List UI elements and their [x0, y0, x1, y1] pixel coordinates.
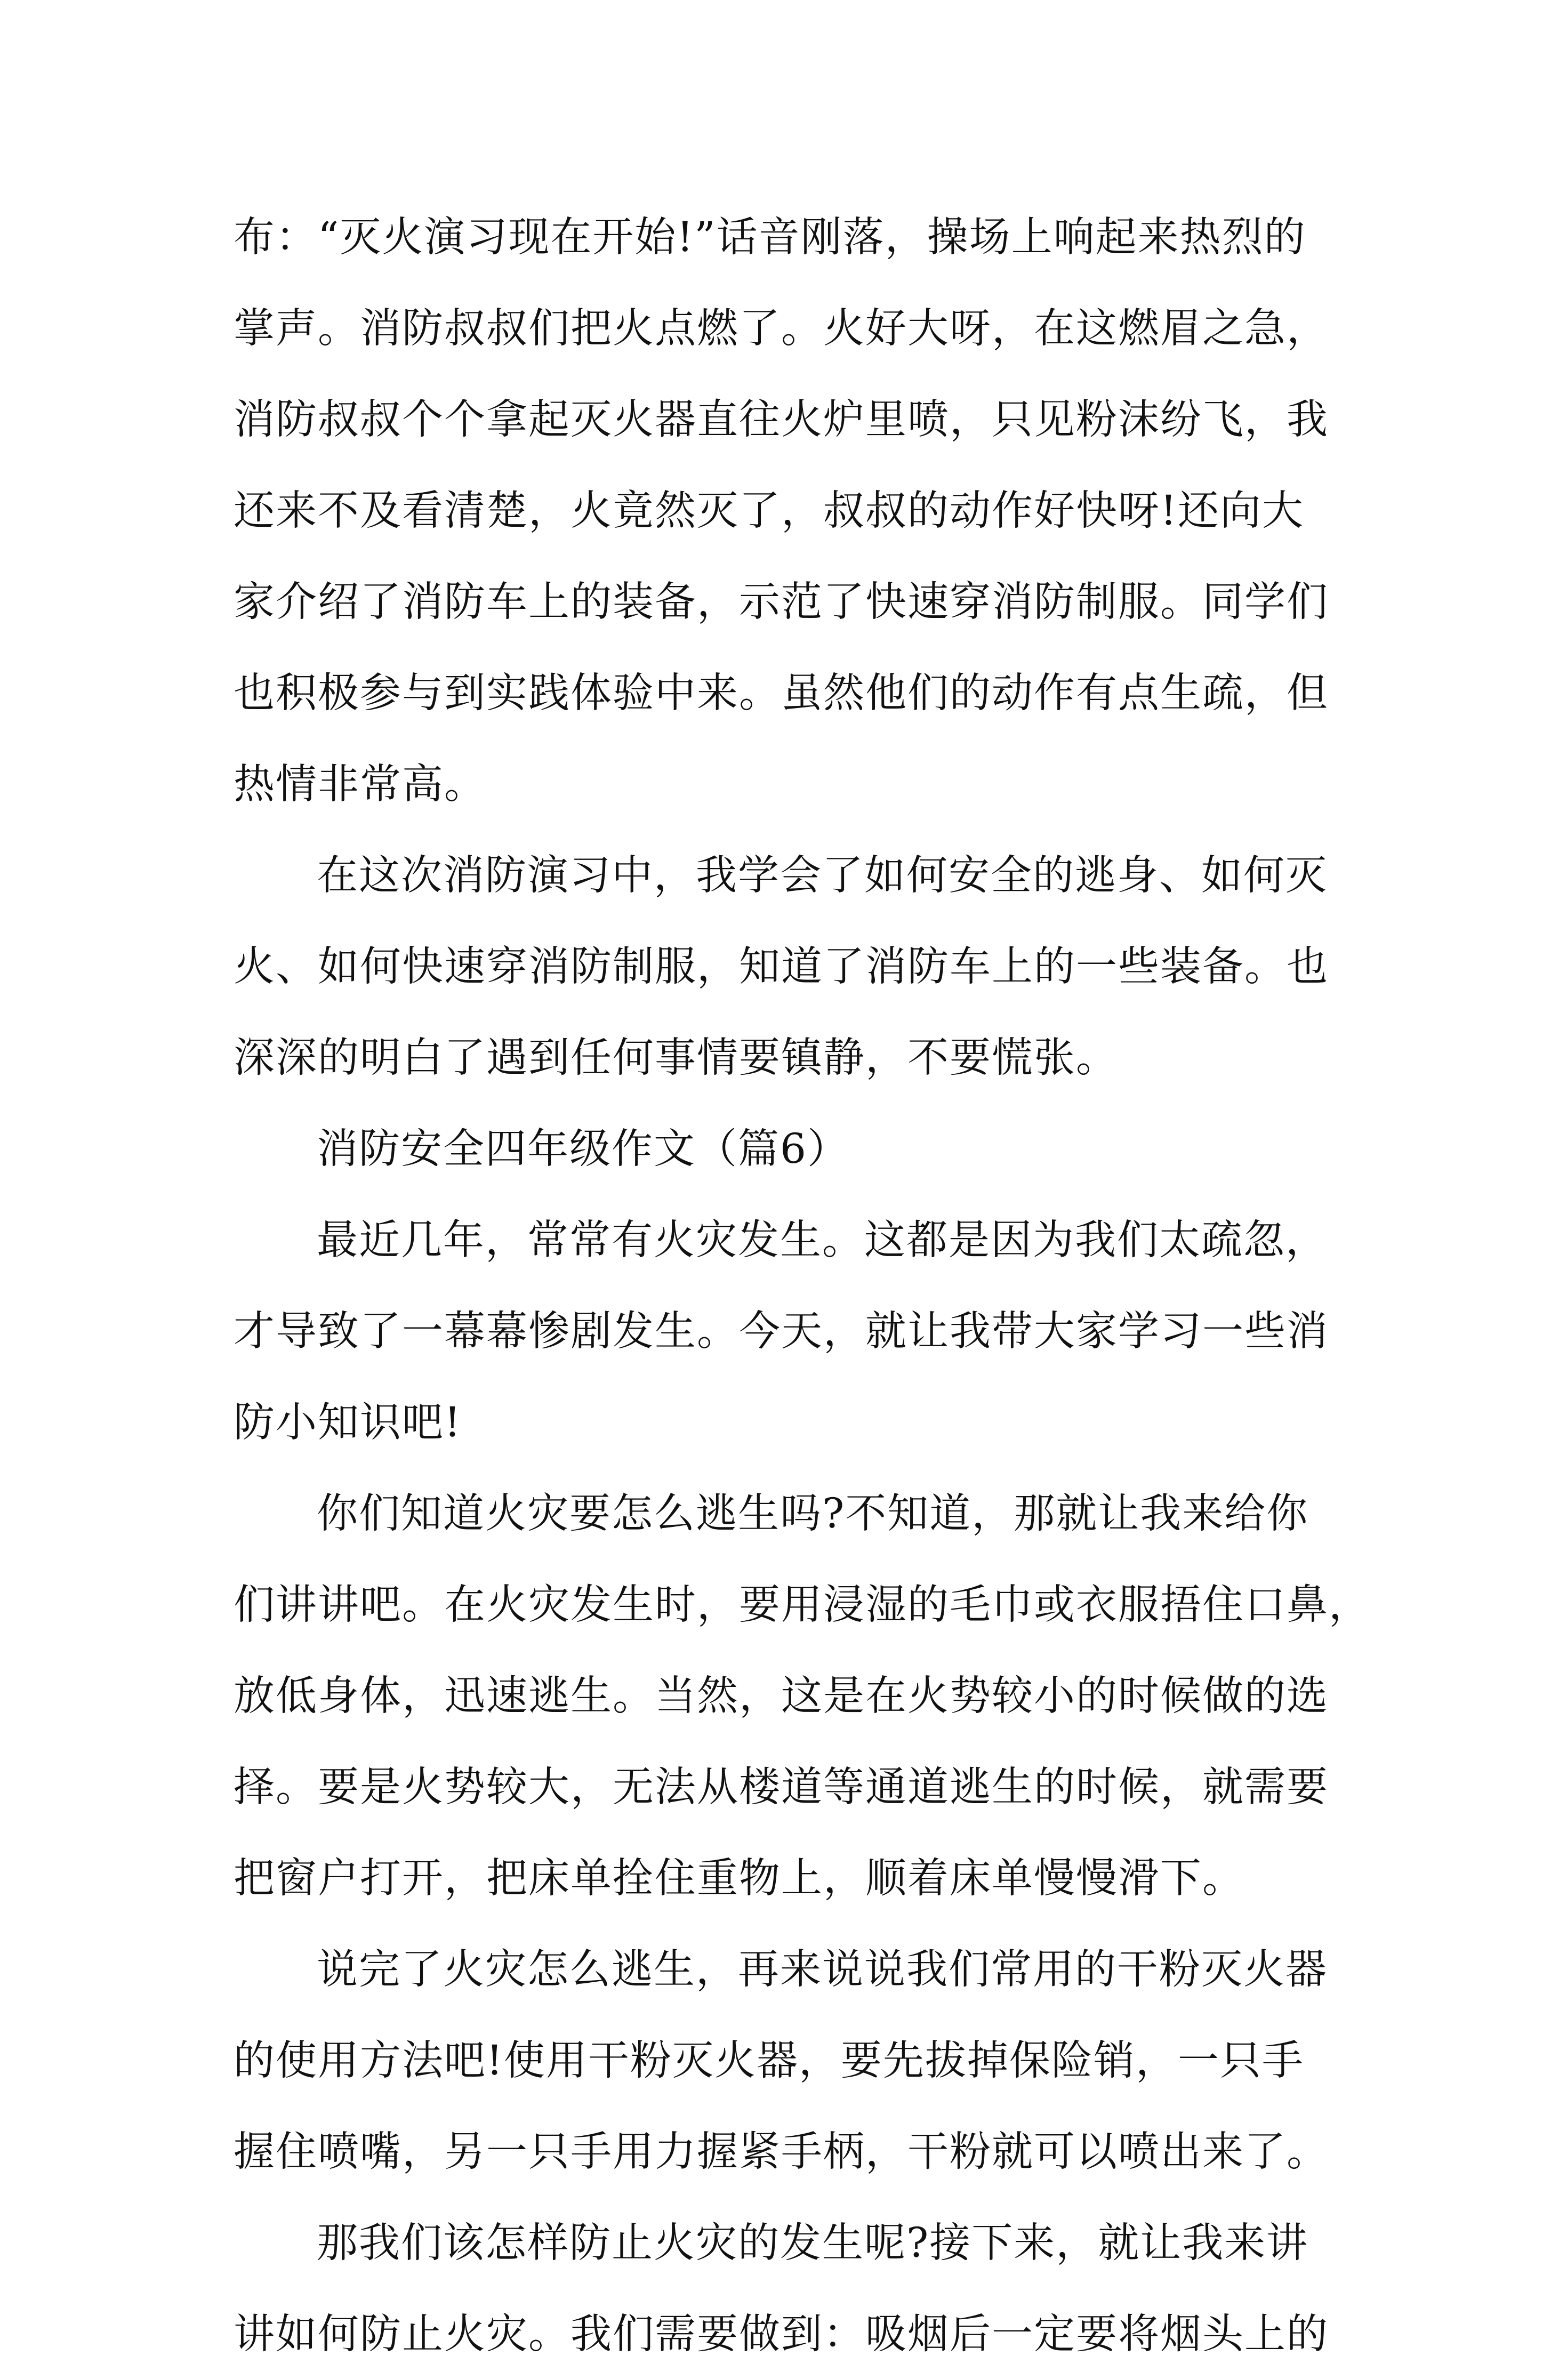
text-line: 还来不及看清楚，火竟然灭了，叔叔的动作好快呀!还向大: [234, 487, 1304, 535]
essay-body: [234, 192, 1371, 2380]
text-line: 握住喷嘴，另一只手用力握紧手柄，干粉就可以喷出来了。: [234, 2128, 1329, 2176]
text-line: 最近几年，常常有火灾发生。这都是因为我们太疏忽，: [317, 1217, 1328, 1264]
text-line: 们讲讲吧。在火灾发生时，要用浸湿的毛巾或衣服捂住口鼻，: [234, 1581, 1371, 1629]
text-line: 放低身体，迅速逃生。当然，这是在火势较小的时候做的选: [234, 1673, 1329, 1720]
text-line: 在这次消防演习中，我学会了如何安全的逃身、如何灭: [317, 852, 1328, 899]
text-line: 说完了火灾怎么逃生，再来说说我们常用的干粉灭火器: [317, 1946, 1328, 1993]
text-line: 深深的明白了遇到任何事情要镇静，不要慌张。: [234, 1034, 1118, 1082]
text-line: 那我们该怎样防止火灾的发生呢?接下来，就让我来讲: [317, 2220, 1309, 2267]
text-line: 把窗户打开，把床单拴住重物上，顺着床单慢慢滑下。: [234, 1855, 1244, 1902]
text-line: 也积极参与到实践体验中来。虽然他们的动作有点生疏，但: [234, 670, 1329, 717]
text-line: 才导致了一幕幕惨剧发生。今天，就让我带大家学习一些消: [234, 1308, 1329, 1355]
text-line: 家介绍了消防车上的装备，示范了快速穿消防制服。同学们: [234, 578, 1329, 626]
text-line: 讲如何防止火灾。我们需要做到：吸烟后一定要将烟头上的: [234, 2311, 1329, 2358]
text-line: 热情非常高。: [234, 761, 486, 808]
text-line: 防小知识吧!: [234, 1399, 462, 1446]
text-line: 火、如何快速穿消防制服，知道了消防车上的一些装备。也: [234, 943, 1329, 991]
text-line: 消防安全四年级作文（篇6）: [317, 1125, 849, 1173]
text-line: 你们知道火灾要怎么逃生吗?不知道，那就让我来给你: [317, 1490, 1309, 1538]
text-line: 择。要是火势较大，无法从楼道等通道逃生的时候，就需要: [234, 1764, 1329, 1811]
text-line: 消防叔叔个个拿起灭火器直往火炉里喷，只见粉沫纷飞，我: [234, 396, 1329, 444]
text-line: 掌声。消防叔叔们把火点燃了。火好大呀，在这燃眉之急，: [234, 305, 1329, 352]
text-line: 的使用方法吧!使用干粉灭火器，要先拔掉保险销，一只手: [234, 2037, 1304, 2085]
text-line: 布：“灭火演习现在开始!”话音刚落，操场上响起来热烈的: [234, 214, 1306, 261]
